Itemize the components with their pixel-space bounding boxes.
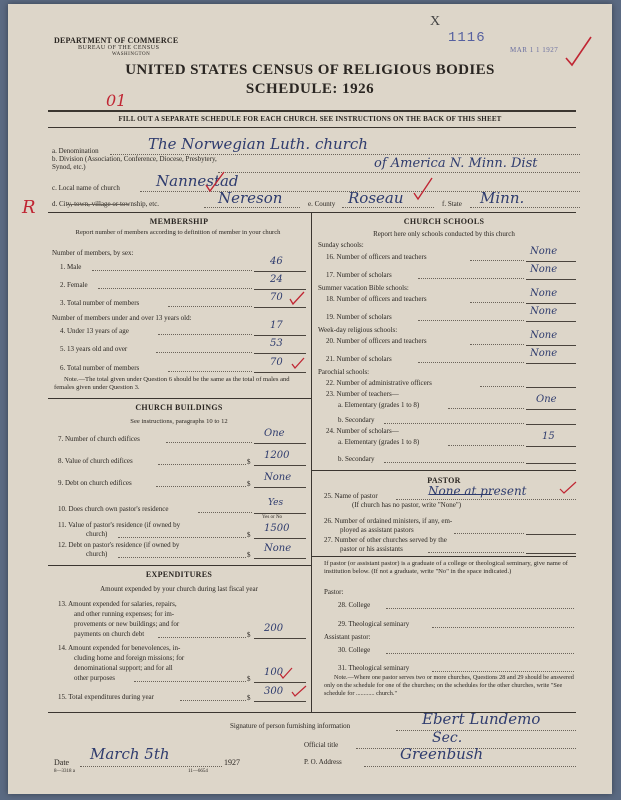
handwritten-number: 01 [106,91,127,110]
instruction-line: FILL OUT A SEPARATE SCHEDULE FOR EACH CHURCH. SEE INSTRUCTIONS ON THE BACK OF THIS SHEET [118,115,502,123]
q22-label: 22. Number of administrative officers [326,379,432,387]
q15-value: 300 [264,686,284,697]
q19-label: 19. Number of scholars [326,313,392,321]
department-heading: DEPARTMENT OF COMMERCE [54,36,179,45]
q3-label: 3. Total number of members [60,299,140,307]
city-heading: WASHINGTON [112,52,151,57]
q12-value: None [264,543,292,554]
q14-line3: denominational support; and for all [74,664,173,672]
red-check-icon [288,290,306,306]
strikethrough-city-town-village [67,204,129,205]
q4-label: 4. Under 13 years of age [60,327,129,335]
q25-note: (If church has no pastor, write "None") [352,501,462,509]
age-intro-label: Number of members under and over 13 years old: [52,314,192,322]
q23b-label: b. Secondary [338,416,375,424]
date-value: March 5th [90,745,170,763]
q16-value: None [530,246,558,257]
q5-label: 5. 13 years old and over [60,345,128,353]
buildings-heading: CHURCH BUILDINGS [135,403,223,412]
q29-label: 29. Theological seminary [338,620,410,628]
q23-label: 23. Number of teachers— [326,390,399,398]
census-schedule-sheet [8,4,612,794]
q2-label: 2. Female [60,281,88,289]
official-title-value: Sec. [432,730,463,746]
q14-line4: other purposes [74,674,116,682]
q6-value: 70 [270,357,283,368]
sunday-schools-label: Sunday schools: [318,241,364,249]
q21-label: 21. Number of scholars [326,355,392,363]
signature-value: Ebert Lundemo [422,710,541,728]
buildings-intro: See instructions, paragraphs 10 to 12 [130,418,228,425]
form-code: 8—3318 a [54,769,75,774]
margin-red-mark: R [22,197,36,218]
weekday-schools-label: Week-day religious schools: [318,326,398,334]
q13-line1: 13. Amount expended for salaries, repairs, [58,600,177,608]
denomination-value: The Norwegian Luth. church [148,135,368,153]
signature-label: Signature of person furnishing information [230,722,351,730]
q1-label: 1. Male [60,263,82,271]
q5-value: 53 [270,338,283,349]
q13-value: 200 [264,623,284,634]
q25-value: None at present [428,484,527,498]
local-name-value: Nannestad [156,172,239,190]
schedule-title: SCHEDULE: 1926 [245,81,375,97]
red-check-icon [412,176,434,202]
q27-label: 27. Number of other churches served by the [324,536,447,544]
q18-value: None [530,288,558,299]
dollar-sign: $ [247,631,251,639]
q13-line4: payments on church debt [74,630,145,638]
q11-label: 11. Value of pastor's residence (if owned by [58,521,181,529]
q27-label-cont: pastor or his assistants [340,545,403,553]
q9-label: 9. Debt on church edifices [58,479,132,487]
bureau-heading: BUREAU OF THE CENSUS [78,45,160,51]
q12-label-cont: church) [86,550,108,558]
q28-label: 28. College [338,601,371,609]
dollar-sign: $ [247,675,251,683]
dollar-sign: $ [247,458,251,466]
q1-value: 46 [270,256,283,267]
q14-line2: cluding home and foreign missions; for [74,654,185,662]
q14-line1: 14. Amount expended for benevolences, in- [58,644,181,652]
q20-label: 20. Number of officers and teachers [326,337,427,345]
q10-value: Yes [268,498,284,508]
po-address-value: Greenbush [400,745,484,763]
po-address-label: P. O. Address [304,758,342,766]
q6-label: 6. Total number of members [60,364,140,372]
graduate-instructions: If pastor (or assistant pastor) is a graduate of a college or theological seminary, give name of institution below. (If not a graduate, write "No" in the space indicated.) [324,560,569,576]
membership-intro: Report number of members according to definition of member in your church [75,229,281,236]
q26-label-cont: ployed as assistant pastors [340,526,414,534]
dollar-sign: $ [247,480,251,488]
q4-value: 17 [270,320,283,331]
q13-line2: and other running expenses; for im- [74,610,175,618]
q16-label: 16. Number of officers and teachers [326,253,427,261]
pastor-heading: PASTOR [427,476,461,485]
q24a-label: a. Elementary (grades 1 to 8) [338,438,420,446]
q19-value: None [530,306,558,317]
division-label: b. Division (Association, Conference, Diocese, Presbytery, Synod, etc.) [52,155,217,171]
q25-label: 25. Name of pastor [324,492,378,500]
stamp-number: 1116 [448,30,486,46]
city-value: Nereson [218,189,283,207]
q30-label: 30. College [338,646,371,654]
q3-value: 70 [270,292,283,303]
red-check-icon [290,356,306,370]
q10-label: 10. Does church own pastor's residence [58,505,169,513]
q9-value: None [264,472,292,483]
date-stamp: MAR 1 1 1927 [510,46,559,54]
q24a-value: 15 [542,431,555,442]
pastor-note: Note.—Where one pastor serves two or more churches, Questions 28 and 29 should be answered only on the schedule for one of the churches; on the schedules for the other churches, write "See schedule for ............ church." [324,674,574,697]
q8-label: 8. Value of church edifices [58,457,133,465]
red-check-icon [558,480,578,496]
q14-value: 100 [264,667,284,678]
division-value: of America N. Minn. Dist [374,156,538,171]
dollar-sign: $ [247,694,251,702]
dollar-sign: $ [247,551,251,559]
q23a-label: a. Elementary (grades 1 to 8) [338,401,420,409]
yes-or-no-hint: Yes or No [262,515,283,520]
q8-value: 1200 [264,450,290,461]
q13-line3: provements or new buildings; and for [74,620,180,628]
q17-value: None [530,264,558,275]
city-label: d. City, town, village or township, etc. [52,200,160,208]
parochial-schools-label: Parochial schools: [318,368,370,376]
strikethrough-pastor-name [430,494,492,495]
q17-label: 17. Number of scholars [326,271,392,279]
expenditures-intro: Amount expended by your church during last fiscal year [100,585,258,593]
denomination-label: a. Denomination [52,147,99,155]
q24-label: 24. Number of scholars— [326,427,399,435]
q2-value: 24 [270,274,283,285]
state-value: Minn. [480,189,525,207]
by-sex-label: Number of members, by sex: [52,249,134,257]
county-value: Roseau [348,189,404,207]
local-name-label: c. Local name of church [52,184,120,192]
q15-label: 15. Total expenditures during year [58,693,154,701]
q23a-value: One [536,394,557,405]
q24b-label: b. Secondary [338,455,375,463]
form-code-2: 11—6654 [188,769,208,774]
stamp-x-mark: X [430,14,441,29]
red-check-icon [278,666,294,680]
dollar-sign: $ [247,531,251,539]
schools-intro: Report here only schools conducted by this church [373,230,515,238]
form-title: UNITED STATES CENSUS OF RELIGIOUS BODIES [125,62,495,78]
q26-label: 26. Number of ordained ministers, if any, em- [324,517,453,525]
date-label: Date [54,758,70,767]
membership-heading: MEMBERSHIP [149,217,209,226]
red-check-icon [290,684,308,698]
q12-label: 12. Debt on pastor's residence (if owned by [58,541,180,549]
pastor-subheading: Pastor: [324,588,344,596]
official-title-label: Official title [304,741,339,749]
q21-value: None [530,348,558,359]
membership-note: Note.—The total given under Question 6 should be the same as the total of males and females given under Question 3. [54,376,290,392]
q7-label: 7. Number of church edifices [58,435,140,443]
q11-label-cont: church) [86,530,108,538]
q20-value: None [530,330,558,341]
q7-value: One [264,428,285,439]
assistant-pastor-subheading: Assistant pastor: [324,633,371,641]
date-year: 1927 [224,758,240,767]
expenditures-heading: EXPENDITURES [145,570,213,579]
q18-label: 18. Number of officers and teachers [326,295,427,303]
q31-label: 31. Theological seminary [338,664,410,672]
q11-value: 1500 [264,523,290,534]
state-label: f. State [442,200,462,208]
summer-schools-label: Summer vacation Bible schools: [318,284,409,292]
schools-heading: CHURCH SCHOOLS [403,217,485,226]
county-label: e. County [308,200,336,208]
